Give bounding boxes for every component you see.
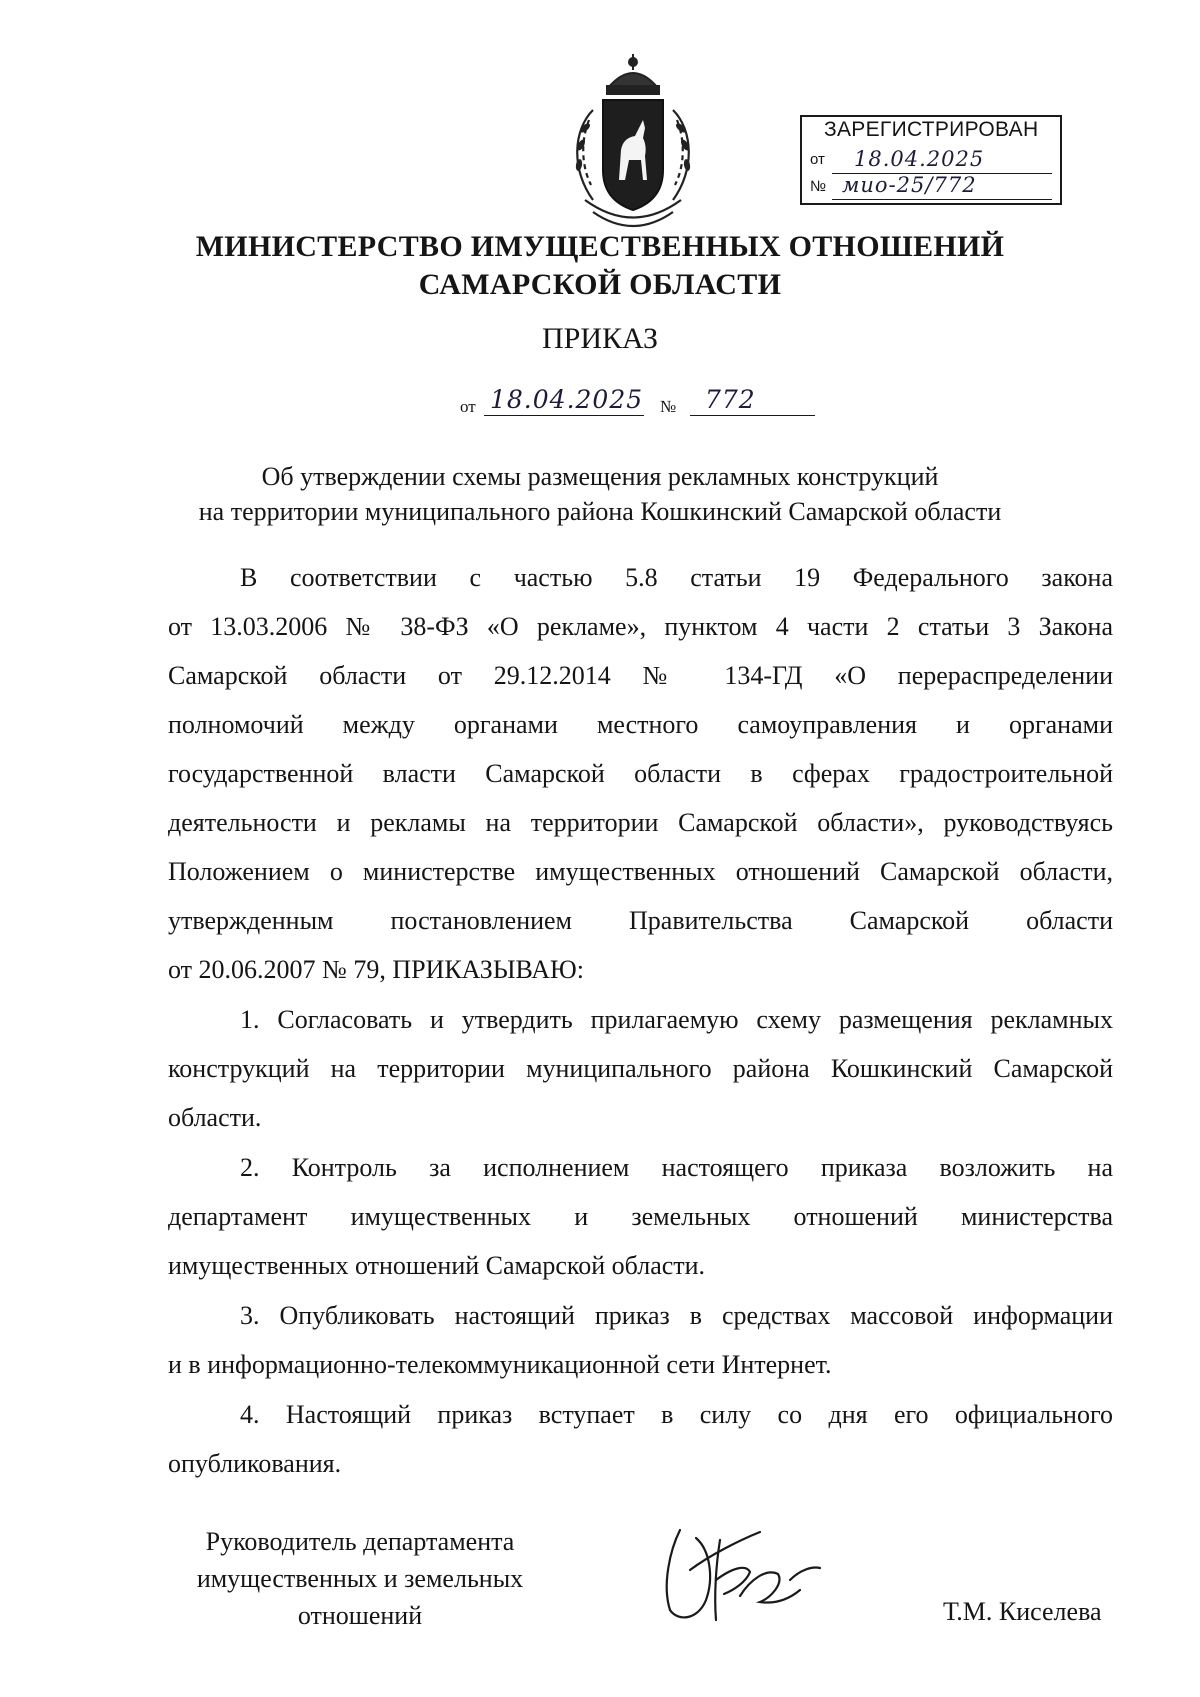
order-date-number [460, 385, 820, 425]
signatory-name: Т.М. Киселева [943, 1597, 1102, 1626]
order-date-handwritten: 18.04.2025 [490, 385, 644, 414]
stamp-number-handwritten: мио-25/772 [842, 173, 977, 197]
subject-line2: на территории муниципального района Кошкинский Самарской области [198, 497, 1002, 526]
stamp-number-underline [832, 199, 1052, 200]
body-line: области. [168, 1103, 262, 1132]
subject-line1: Об утверждении схемы размещения рекламных конструкций [261, 462, 939, 491]
body-line: департамент имущественных и земельных отношений министерства [168, 1202, 1113, 1231]
signatory-title-line1: Руководитель департамента [205, 1527, 515, 1556]
body-line: 4. Настоящий приказ вступает в силу со дня его официального [240, 1400, 1113, 1429]
order-number-underline [690, 415, 815, 416]
registration-stamp [800, 115, 1062, 205]
handwritten-signature [650, 1510, 830, 1630]
body-line: деятельности и рекламы на территории Самарской области», руководствуясь [168, 808, 1113, 837]
coat-of-arms-icon [563, 50, 703, 230]
body-line: утвержденным постановлением Правительства Самарской области [168, 906, 1113, 935]
signatory-title-line3: отношений [297, 1601, 423, 1630]
body-line: опубликования. [168, 1449, 342, 1478]
stamp-number-label: № [810, 178, 827, 195]
order-from-label: от [460, 397, 476, 416]
stamp-from-label: от [810, 151, 825, 168]
order-number-handwritten: 772 [705, 385, 756, 414]
ministry-name-line2: САМАРСКОЙ ОБЛАСТИ [418, 268, 782, 301]
body-line: государственной власти Самарской области в сферах градостроительной [168, 759, 1113, 788]
body-line: и в информационно-телекоммуникационной сети Интернет. [168, 1350, 832, 1379]
order-date-underline [484, 415, 644, 416]
body-line: от 20.06.2007 № 79, ПРИКАЗЫВАЮ: [168, 955, 584, 984]
body-line: конструкций на территории муниципального района Кошкинский Самарской [168, 1054, 1113, 1083]
body-line: Положением о министерстве имущественных отношений Самарской области, [168, 857, 1113, 886]
body-line: Самарской области от 29.12.2014 № 134-ГД «О перераспределении [168, 661, 1113, 690]
body-line: полномочий между органами местного самоуправления и органами [168, 710, 1113, 739]
signatory-title [170, 1523, 550, 1634]
order-number-label: № [660, 397, 677, 416]
document-type: ПРИКАЗ [542, 322, 658, 355]
body-line: от 13.03.2006 № 38-ФЗ «О рекламе», пунктом 4 части 2 статьи 3 Закона [168, 612, 1113, 641]
signatory-title-line2: имущественных и земельных [196, 1564, 524, 1593]
ministry-name-line1: МИНИСТЕРСТВО ИМУЩЕСТВЕННЫХ ОТНОШЕНИЙ [195, 230, 1005, 263]
body-line: 2. Контроль за исполнением настоящего приказа возложить на [240, 1153, 1113, 1182]
body-line: 1. Согласовать и утвердить прилагаемую схему размещения рекламных [240, 1005, 1113, 1034]
body-line: 3. Опубликовать настоящий приказ в средствах массовой информации [240, 1301, 1113, 1330]
body-line: имущественных отношений Самарской области. [168, 1251, 706, 1280]
stamp-date-handwritten: 18.04.2025 [854, 147, 985, 171]
stamp-title: ЗАРЕГИСТРИРОВАН [824, 118, 1039, 141]
body-line: В соответствии с частью 5.8 статьи 19 Федерального закона [240, 563, 1113, 592]
